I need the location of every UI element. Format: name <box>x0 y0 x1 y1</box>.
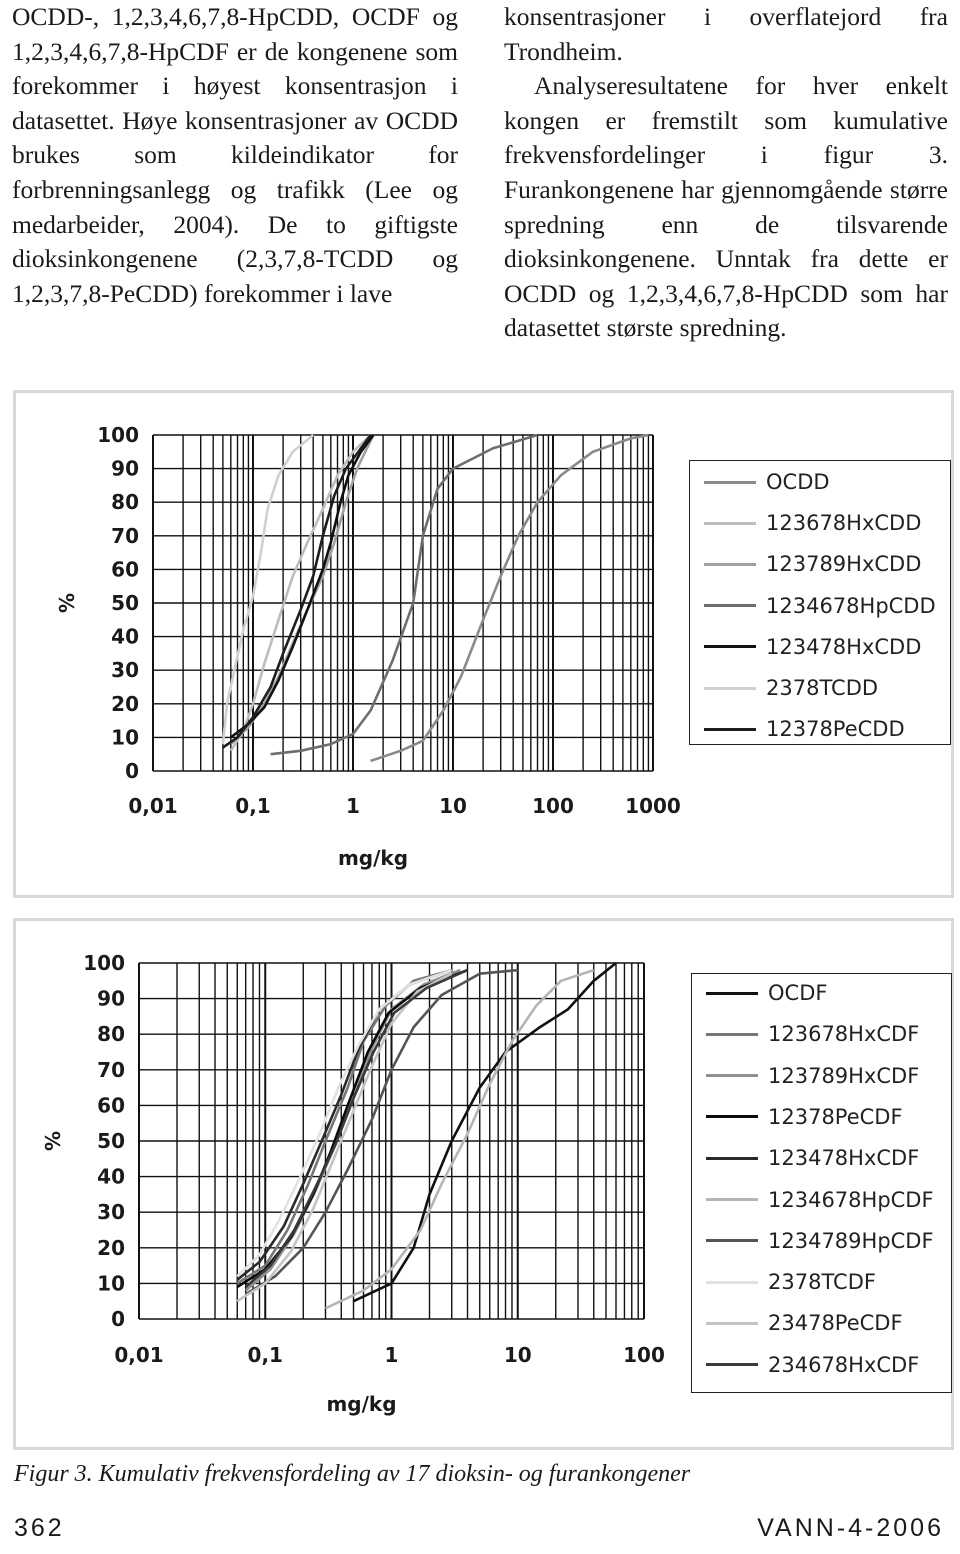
legend-swatch <box>704 687 756 690</box>
left-paragraph: OCDD-, 1,2,3,4,6,7,8-HpCDD, OCDF og 1,2,3,4,6,7,8-HpCDF er de kongenene som forekommer i høyest konsentrasjon i datasettet. Høye konsentrasjoner av OCDD brukes som kildeindikator for forbrenningsanlegg og trafikk (Lee og medarbeider, 2004). De to giftigste dioksinkongenene (2,3,7,8-TCDD og 1,2,3,7,8-PeCDD) forekommer i lave <box>12 2 458 308</box>
legend-label: 2378TCDF <box>768 1270 876 1295</box>
legend-label: 2378TCDD <box>766 676 879 700</box>
legend-label: 123678HxCDF <box>768 1022 920 1047</box>
legend-swatch <box>704 563 756 566</box>
legend-item <box>692 1146 919 1170</box>
y-tick-label: 30 <box>97 1200 125 1225</box>
right-paragraph-1: konsentrasjoner i overflatejord fra Trondheim. <box>504 2 948 66</box>
legend-item <box>692 1064 919 1088</box>
right-text-column <box>504 0 948 346</box>
legend-swatch <box>706 1157 758 1160</box>
legend-label: 123789HxCDF <box>768 1063 920 1088</box>
y-tick-label: 40 <box>111 624 139 649</box>
legend-swatch <box>704 481 756 484</box>
legend-item <box>690 717 905 741</box>
x-tick-label: 0,01 <box>128 794 178 818</box>
y-tick-label: 10 <box>111 725 139 750</box>
legend-item <box>692 1311 903 1335</box>
legend-item <box>692 1353 919 1377</box>
legend-swatch <box>706 1363 758 1366</box>
y-tick-label: 30 <box>111 658 139 683</box>
figure-caption: Figur 3. Kumulativ frekvensfordeling av 17 dioksin- og furankongener <box>14 1461 691 1487</box>
y-axis-label: % <box>41 1130 65 1152</box>
legend-label: 123789HxCDD <box>766 552 922 577</box>
legend-swatch <box>706 992 758 995</box>
x-tick-label: 100 <box>532 794 574 818</box>
legend-swatch <box>706 1239 758 1242</box>
legend-item <box>692 981 827 1005</box>
y-tick-label: 10 <box>97 1271 125 1296</box>
series-line <box>371 435 649 761</box>
legend-item <box>690 470 830 494</box>
legend-item <box>692 1022 919 1046</box>
series-line <box>271 435 538 754</box>
y-tick-label: 20 <box>97 1235 125 1260</box>
series-line <box>326 970 594 1308</box>
legend-item <box>692 1229 934 1253</box>
x-axis-label: mg/kg <box>326 1392 397 1416</box>
x-axis-label: mg/kg <box>337 846 409 870</box>
page-number: 362 <box>14 1514 65 1542</box>
y-tick-label: 90 <box>111 456 139 481</box>
legend-swatch <box>706 1033 758 1036</box>
left-text-column <box>12 0 458 311</box>
furan-legend <box>691 973 952 1393</box>
x-tick-label: 10 <box>439 794 467 818</box>
legend-label: OCDF <box>768 981 828 1005</box>
legend-swatch <box>704 645 756 648</box>
series-line <box>237 970 467 1287</box>
y-tick-label: 50 <box>97 1129 125 1153</box>
x-tick-label: 100 <box>623 1343 665 1367</box>
legend-label: 12378PeCDD <box>766 717 905 742</box>
y-tick-label: 20 <box>111 691 139 716</box>
y-tick-label: 60 <box>111 557 139 582</box>
legend-label: 12378PeCDF <box>768 1104 903 1129</box>
journal-name: VANN-4-2006 <box>757 1514 944 1542</box>
y-tick-label: 50 <box>111 591 139 615</box>
x-tick-label: 1000 <box>625 794 681 818</box>
y-tick-label: 100 <box>83 951 125 975</box>
legend-item <box>690 635 921 659</box>
y-tick-label: 80 <box>97 1022 125 1047</box>
y-tick-label: 70 <box>111 523 139 548</box>
y-tick-label: 70 <box>97 1057 125 1082</box>
y-tick-label: 90 <box>97 986 125 1011</box>
legend-item <box>692 1270 876 1294</box>
legend-item <box>690 594 936 618</box>
dioxin-chart <box>13 390 954 898</box>
legend-label: 123678HxCDD <box>766 511 922 536</box>
legend-label: 234678HxCDF <box>768 1352 920 1377</box>
x-tick-label: 10 <box>503 1343 532 1367</box>
legend-label: 23478PeCDF <box>768 1311 903 1336</box>
legend-label: 1234678HpCDF <box>768 1187 934 1212</box>
legend-label: OCDD <box>766 470 830 494</box>
legend-swatch <box>704 604 756 607</box>
legend-swatch <box>706 1322 758 1325</box>
x-tick-label: 0,1 <box>247 1343 283 1367</box>
x-tick-label: 0,1 <box>235 794 271 818</box>
y-tick-label: 0 <box>111 1307 125 1331</box>
legend-item <box>692 1105 903 1129</box>
legend-swatch <box>706 1115 758 1118</box>
legend-label: 1234789HpCDF <box>768 1228 934 1253</box>
series-line <box>237 974 452 1301</box>
legend-item <box>690 511 921 535</box>
legend-swatch <box>706 1198 758 1201</box>
legend-label: 123478HxCDF <box>768 1146 920 1171</box>
y-tick-label: 60 <box>97 1093 125 1118</box>
dioxin-legend <box>689 460 951 745</box>
x-tick-label: 1 <box>384 1343 399 1367</box>
legend-item <box>692 1188 934 1212</box>
right-paragraph-2: Analyseresultatene for hver enkelt kongen er fremstilt som kumulative frekvensfordelinger i figur 3. Furankongenene har gjennomgående større spredning enn de tilsvarende dioksinkongenene. Unntak fra dette er OCDD og 1,2,3,4,6,7,8-HpCDD som har datasettet største spredning. <box>504 71 948 343</box>
series-line <box>246 970 468 1287</box>
legend-item <box>690 552 921 576</box>
legend-label: 1234678HpCDD <box>766 593 936 618</box>
legend-swatch <box>704 728 756 731</box>
x-tick-label: 0,01 <box>114 1343 164 1367</box>
x-tick-label: 1 <box>346 794 360 818</box>
grid <box>153 435 653 771</box>
y-tick-label: 80 <box>111 490 139 515</box>
legend-swatch <box>706 1281 758 1284</box>
legend-swatch <box>704 522 756 525</box>
y-tick-label: 0 <box>125 759 139 783</box>
furan-chart <box>13 918 954 1450</box>
legend-label: 123478HxCDD <box>766 634 922 659</box>
legend-swatch <box>706 1074 758 1077</box>
y-axis-label: % <box>55 592 79 614</box>
legend-item <box>690 676 878 700</box>
y-tick-label: 40 <box>97 1164 125 1189</box>
y-tick-label: 100 <box>97 423 139 447</box>
